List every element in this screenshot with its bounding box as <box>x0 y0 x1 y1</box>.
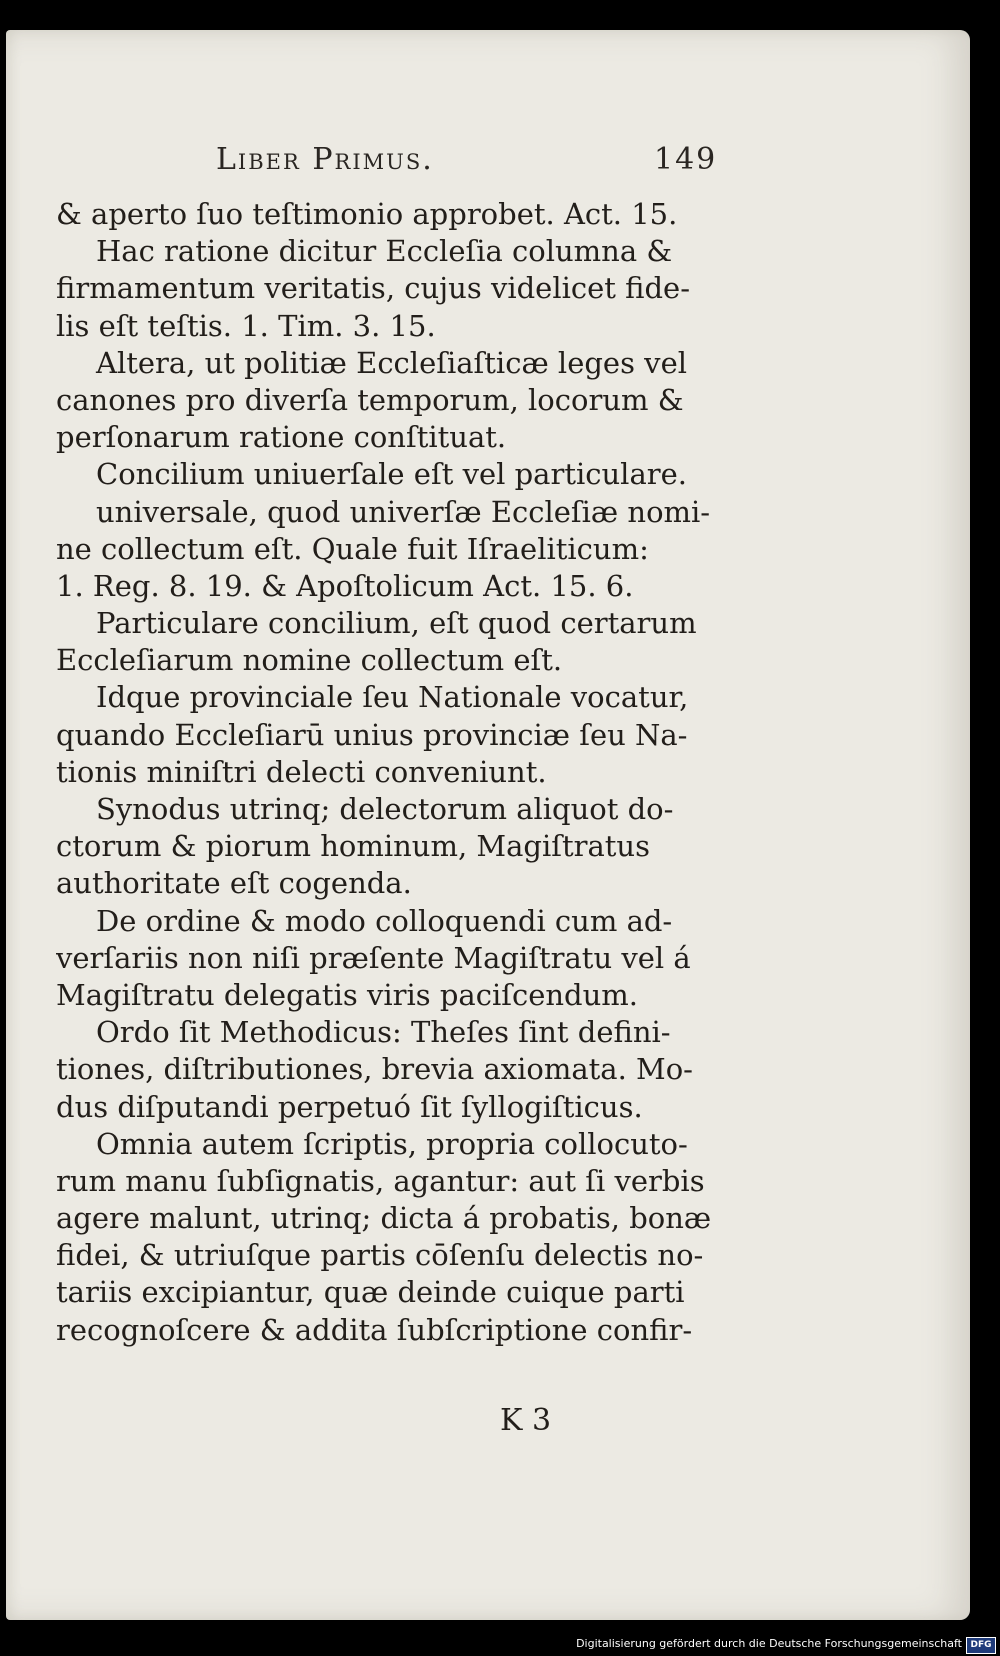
text-line: dus diſputandi perpetuó ſit ſyllogiſticus. <box>56 1089 643 1124</box>
text-line: Omnia autem ſcriptis, propria collocuto- <box>96 1126 688 1161</box>
text-line: Ordo ſit Methodicus: Theſes ſint defini- <box>96 1015 671 1050</box>
text-line: quando Eccleſiarū unius provinciæ ſeu Na- <box>56 717 688 752</box>
footer-bar <box>0 1634 1000 1656</box>
text-line: Magiſtratu delegatis viris paciſcendum. <box>56 977 638 1012</box>
text-line: lis eſt teſtis. 1. Tim. 3. 15. <box>56 308 436 343</box>
text-line: perſonarum ratione conſtituat. <box>56 420 507 455</box>
page-number: 149 <box>654 142 718 177</box>
text-line: tariis excipiantur, quæ deinde cuique parti <box>56 1275 685 1310</box>
running-title: Liber Primus. <box>216 142 434 177</box>
text-line: verſariis non niſi præſente Magiſtratu vel á <box>56 940 691 975</box>
text-line: agere malunt, utrinq; dicta á probatis, bonæ <box>56 1201 712 1236</box>
text-line: De ordine & modo colloquendi cum ad- <box>96 903 673 938</box>
dfg-logo-icon: DFG <box>966 1637 996 1654</box>
text-line: rum manu ſubſignatis, agantur: aut ſi verbis <box>56 1163 705 1198</box>
text-line: authoritate eſt cogenda. <box>56 866 412 901</box>
text-line: Altera, ut politiæ Eccleſiaſticæ leges vel <box>96 345 688 380</box>
text-line: universale, quod univerſæ Eccleſiæ nomi- <box>96 494 711 529</box>
text-line: ne collectum eſt. Quale fuit Iſraeliticum: <box>56 531 649 566</box>
text-line: Particulare concilium, eſt quod certarum <box>96 606 697 641</box>
digitization-credit: Digitalisierung gefördert durch die Deutsche Forschungsgemeinschaft <box>576 1637 962 1650</box>
body-text <box>56 196 716 1349</box>
text-line: canones pro diverſa temporum, locorum & <box>56 382 684 417</box>
book-page <box>6 30 970 1620</box>
text-line: & aperto ſuo teſtimonio approbet. Act. 15. <box>56 197 678 231</box>
text-line: Synodus utrinq; delectorum aliquot do- <box>96 792 674 826</box>
text-line: Idque provinciale ſeu Nationale vocatur, <box>96 680 689 715</box>
text-line: ctorum & piorum hominum, Magiſtratus <box>56 829 650 864</box>
text-line: 1. Reg. 8. 19. & Apoſtolicum Act. 15. 6. <box>56 568 634 603</box>
text-line: Hac ratione dicitur Eccleſia columna & <box>96 234 673 269</box>
text-line: firmamentum veritatis, cujus videlicet fide- <box>56 271 691 306</box>
text-line: fidei, & utriuſque partis cōſenſu delectis no- <box>56 1238 704 1273</box>
text-line: Eccleſiarum nomine collectum eſt. <box>56 643 563 678</box>
catchword-signature: K 3 <box>500 1403 552 1438</box>
text-line: tiones, diſtributiones, brevia axiomata. Mo- <box>56 1052 693 1087</box>
text-line: tionis miniſtri delecti conveniunt. <box>56 754 547 789</box>
text-line: Concilium uniuerſale eſt vel particulare. <box>96 457 687 492</box>
text-line: recognoſcere & addita ſubſcriptione confir- <box>56 1312 693 1347</box>
